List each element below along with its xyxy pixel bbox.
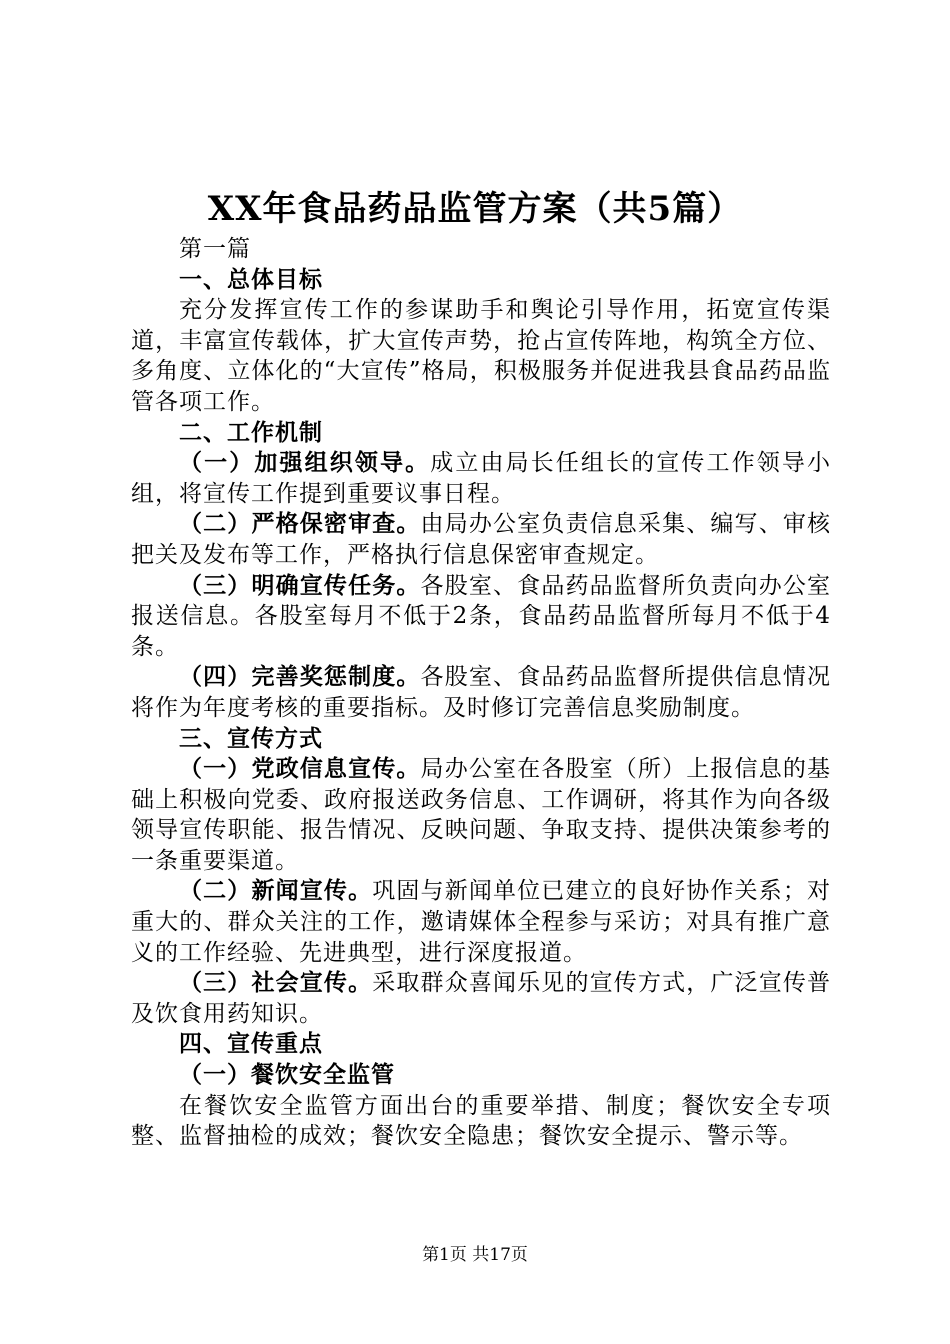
paragraph-text: 各股室、食品药品监督所提供信息情况将作为年度考核的重要指标。及时修订完善信息奖励制度。 — [131, 664, 832, 721]
paragraph — [131, 754, 831, 876]
document-body — [131, 234, 831, 1152]
section-heading: 一、总体目标 — [179, 266, 323, 293]
paragraph-lead: （一）加强组织领导。 — [179, 450, 431, 477]
section-heading: 四、宣传重点 — [179, 1031, 323, 1058]
page-footer: 第1页 共17页 — [422, 1245, 528, 1265]
section-heading: 二、工作机制 — [179, 419, 323, 446]
paragraph — [131, 509, 831, 570]
paragraph — [131, 876, 831, 968]
paragraph-text: 采取群众喜闻乐见的宣传方式，广泛宣传普及饮食用药知识。 — [131, 970, 832, 1027]
paragraph-lead: （二）新闻宣传。 — [179, 878, 373, 905]
paragraph — [131, 662, 831, 723]
paragraph-lead: （四）完善奖惩制度。 — [179, 664, 421, 691]
paragraph-lead: （三）社会宣传。 — [179, 970, 373, 997]
paragraph: 在餐饮安全监管方面出台的重要举措、制度；餐饮安全专项整、监督抽检的成效；餐饮安全隐患；餐饮安全提示、警示等。 — [131, 1092, 831, 1150]
paragraph-lead: （二）严格保密审查。 — [179, 511, 421, 538]
paragraph-text: 成立由局长任组长的宣传工作领导小组，将宣传工作提到重要议事日程。 — [131, 450, 832, 507]
subsection-heading: （一）餐饮安全监管 — [179, 1062, 395, 1089]
section-heading: 三、宣传方式 — [179, 725, 323, 752]
chapter-label: 第一篇 — [179, 236, 251, 262]
paragraph-text: 由局办公室负责信息采集、编写、审核把关及发布等工作，严格执行信息保密审查规定。 — [131, 511, 832, 568]
document-title: XX年食品药品监管方案（共5篇） — [207, 189, 743, 229]
paragraph-text: 各股室、食品药品监督所负责向办公室报送信息。各股室每月不低于2条，食品药品监督所每月不低于4条。 — [131, 572, 832, 660]
paragraph-text: 充分发挥宣传工作的参谋助手和舆论引导作用，拓宽宣传渠道，丰富宣传载体，扩大宣传声势，抢占宣传阵地，构筑全方位、多角度、立体化的“大宣传”格局，积极服务并促进我县食品药品监管各项工作。 — [131, 297, 831, 415]
paragraph — [131, 295, 831, 417]
paragraph — [131, 448, 831, 509]
paragraph — [131, 968, 831, 1029]
paragraph-lead: （三）明确宣传任务。 — [179, 572, 421, 599]
paragraph — [131, 571, 831, 663]
paragraph-lead: （一）党政信息宣传。 — [179, 756, 421, 783]
paragraph-text: 局办公室在各股室（所）上报信息的基础上积极向党委、政府报送政务信息、工作调研，将其作为向各级领导宣传职能、报告情况、反映问题、争取支持、提供决策参考的一条重要渠道。 — [131, 756, 832, 874]
paragraph-text: 巩固与新闻单位已建立的良好协作关系；对重大的、群众关注的工作，邀请媒体全程参与采访；对具有推广意义的工作经验、先进典型，进行深度报道。 — [131, 878, 832, 966]
